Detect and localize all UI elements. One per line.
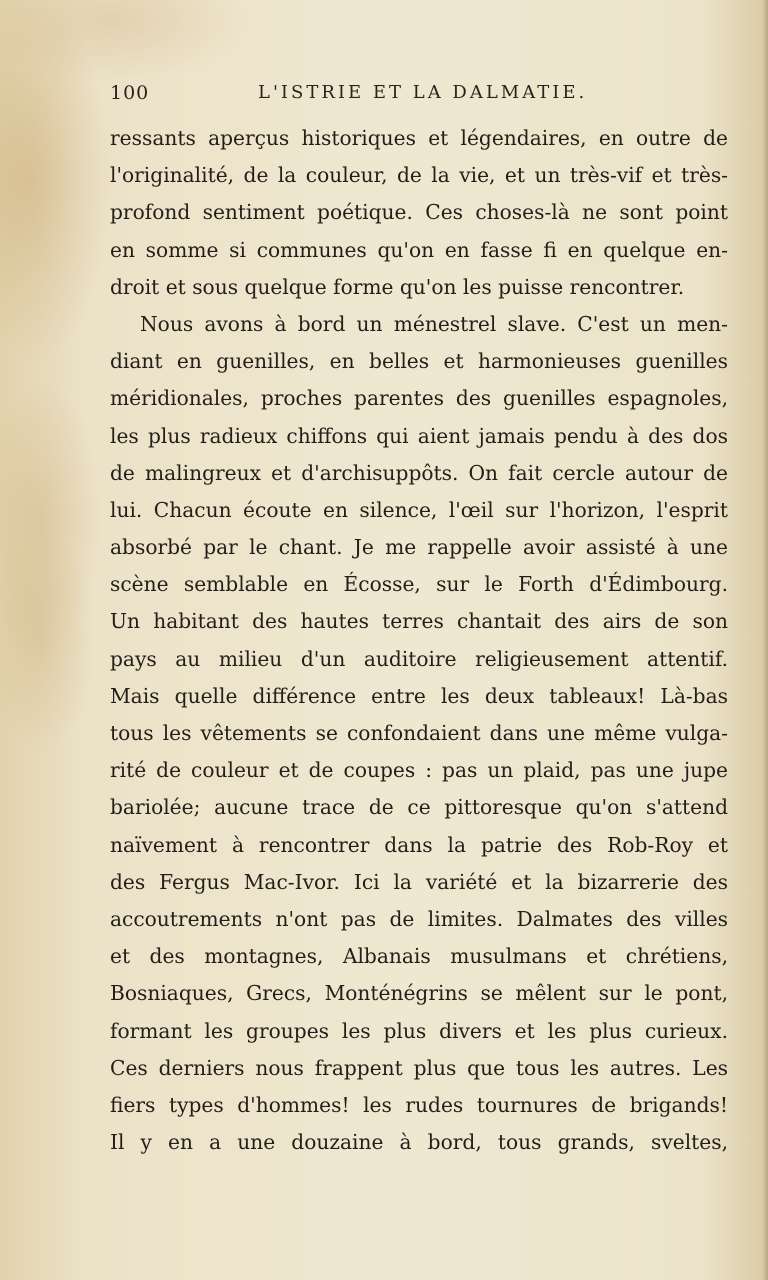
text-line: lui. Chacun écoute en silence, l'œil sur l'horizon, l'esprit — [110, 497, 728, 522]
text-line: Ces derniers nous frappent plus que tous les autres. Les — [110, 1055, 728, 1080]
text-line: les plus radieux chiffons qui aient jamais pendu à des dos — [110, 423, 728, 448]
text-line: fiers types d'hommes! les rudes tournures de brigands! — [110, 1092, 728, 1117]
page-number: 100 — [110, 82, 150, 104]
text-line: diant en guenilles, en belles et harmonieuses guenilles — [110, 349, 728, 374]
text-line: Bosniaques, Grecs, Monténégrins se mêlent sur le pont, — [110, 981, 728, 1006]
running-head — [110, 82, 730, 112]
text-line: bariolée; aucune trace de ce pittoresque qu'on s'attend — [110, 795, 728, 820]
text-line: scène semblable en Écosse, sur le Forth d'Édimbourg. — [110, 572, 728, 597]
text-line: des Fergus Mac-Ivor. Ici la variété et la bizarrerie des — [110, 869, 728, 894]
page-edge-shadow — [762, 0, 768, 1280]
text-line: naïvement à rencontrer dans la patrie des Rob-Roy et — [110, 832, 728, 857]
text-line: formant les groupes les plus divers et les plus curieux. — [110, 1018, 728, 1043]
body-text — [110, 120, 728, 1161]
text-line: Nous avons à bord un ménestrel slave. C'est un men- — [140, 311, 728, 336]
text-line: en somme si communes qu'on en fasse fi en quelque en- — [110, 237, 728, 262]
text-line: et des montagnes, Albanais musulmans et chrétiens, — [110, 944, 728, 969]
text-line: l'originalité, de la couleur, de la vie, et un très-vif et très- — [110, 163, 728, 188]
text-line: rité de couleur et de coupes : pas un plaid, pas une jupe — [110, 758, 728, 783]
text-line: droit et sous quelque forme qu'on les puisse rencontrer. — [110, 274, 685, 299]
text-line: méridionales, proches parentes des guenilles espagnoles, — [110, 386, 728, 411]
text-line: Un habitant des hautes terres chantait des airs de son — [110, 609, 728, 634]
text-line: tous les vêtements se confondaient dans une même vulga- — [110, 721, 728, 745]
text-line: ressants aperçus historiques et légendaires, en outre de — [110, 126, 728, 150]
running-title: L'ISTRIE ET LA DALMATIE. — [258, 82, 588, 103]
text-line: Il y en a une douzaine à bord, tous grands, sveltes, — [110, 1130, 728, 1155]
text-line: de malingreux et d'archisuppôts. On fait cercle autour de — [110, 460, 728, 485]
text-line: pays au milieu d'un auditoire religieusement attentif. — [110, 646, 728, 671]
text-line: Mais quelle différence entre les deux tableaux! Là-bas — [110, 683, 728, 708]
text-line: absorbé par le chant. Je me rappelle avoir assisté à une — [110, 535, 728, 560]
text-line: profond sentiment poétique. Ces choses-là ne sont point — [110, 200, 728, 225]
text-line: accoutrements n'ont pas de limites. Dalmates des villes — [110, 906, 728, 931]
